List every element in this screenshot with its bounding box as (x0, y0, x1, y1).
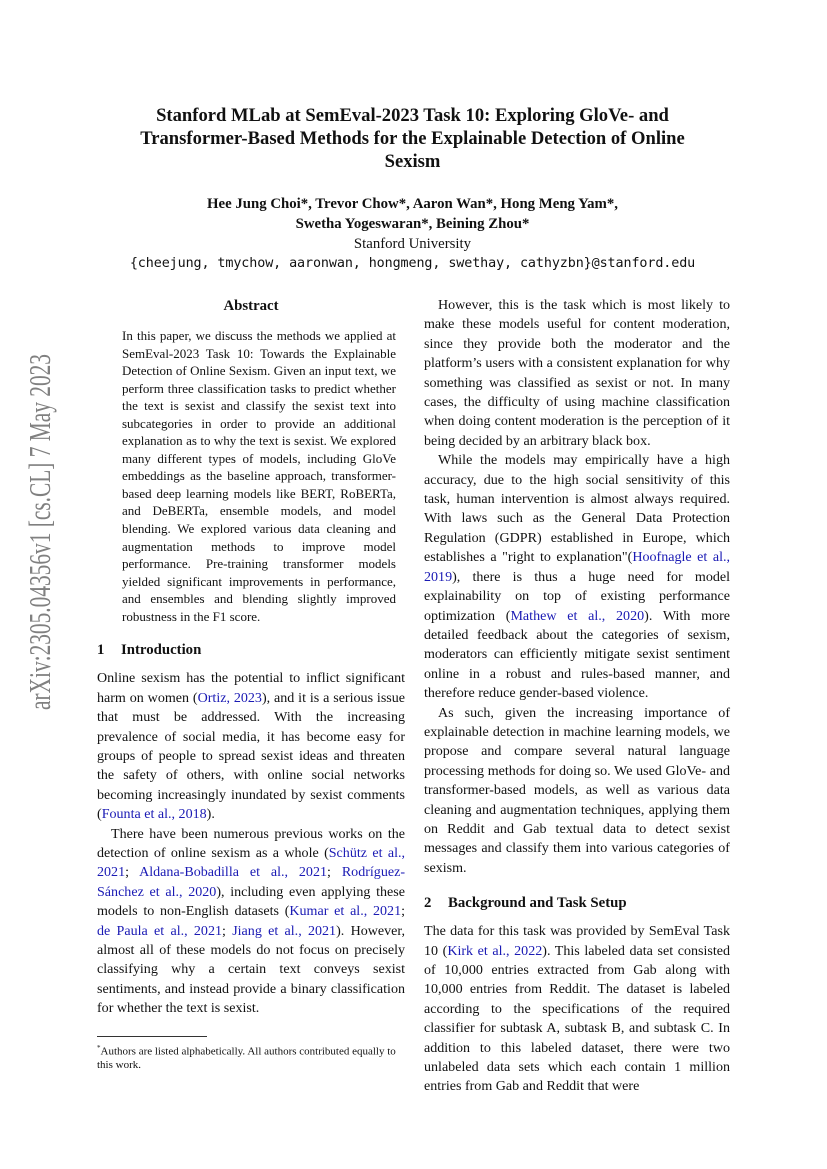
title-line: Transformer-Based Methods for the Explainable Detection of Online (140, 128, 685, 149)
section-number: 1 (97, 642, 105, 659)
left-column (97, 296, 405, 1072)
citation-link[interactable]: Jiang et al., 2021 (232, 922, 337, 939)
section-title: Introduction (121, 642, 202, 659)
arxiv-watermark (14, 352, 66, 712)
footnote-mark: * (97, 1043, 101, 1052)
footnote (97, 1037, 405, 1073)
abstract-heading: Abstract (223, 298, 279, 314)
text-run: ; (222, 922, 233, 939)
arxiv-watermark-graphic (14, 352, 66, 712)
text-run: The data for this task was provided by SemEval Task 10 ( (424, 923, 730, 959)
right-paragraph-3: As such, given the increasing importance of explainable detection in machine learning models, we propose and compare several natural language processing methods for doing so. We used GloVe- and transformer-based models, as well as various data cleaning and augmentation techniques, applying them on Reddit and Gab textual data to detect sexist messages and classify them into various categories of sexism. (424, 704, 730, 876)
text-run: ), and it is a serious issue that must be addressed. With the increasing prevalence of social media, it has become easy for groups of people to spread sexist ideas and threaten the safety of others, with online social networks becoming increasingly inundated by sexist comments ( (97, 689, 406, 823)
citation-link[interactable]: de Paula et al., 2021 (97, 922, 222, 939)
right-paragraph-1: However, this is the task which is most likely to make these models useful for content moderation, since they provide both the moderator and the platform’s users with a consistent explanation for why something was classified as sexist or not. In many cases, the difficulty of using machine classification when doing content moderation is the perception of it being decided by an arbitrary black box. (424, 297, 730, 449)
title-line: Sexism (384, 151, 441, 172)
section-number: 2 (424, 895, 432, 912)
intro-paragraph-1 (97, 669, 405, 824)
text-run: ), there is thus a huge need for model explainability on top of existing performance optimization ( (424, 568, 730, 624)
text-run: Online sexism has the potential to inflict significant harm on women ( (97, 670, 405, 706)
citation-link[interactable]: Hoofnagle et al., 2019 (424, 549, 731, 585)
author-list (90, 194, 735, 234)
intro-paragraph-2 (97, 825, 405, 1019)
author-emails: {cheejung, tmychow, aaronwan, hongmeng, swethay, cathyzbn}@stanford.edu (129, 256, 696, 271)
arxiv-watermark-text: arXiv:2305.04356v1 [cs.CL] 7 May 2023 (23, 352, 57, 710)
text-run: ; (327, 864, 342, 881)
citation-link[interactable]: Schütz et al., 2021 (97, 844, 405, 881)
text-run: While the models may empirically have a high accuracy, due to the high social sensitivity of this task, human intervention is almost always required. With laws such as the General Data Protection Regulation (GDPR) established in Europe, which establishes a "right to explanation"( (424, 452, 730, 566)
affiliation: Stanford University (353, 236, 472, 252)
paper-title (90, 104, 735, 173)
abstract-text: In this paper, we discuss the methods we applied at SemEval-2023 Task 10: Towards the Explainable Detection of Online Sexism. Given an input text, we perform three classification tasks to predict whether the text is sexist and classify the sexist text into subcategories in order to provide an additional explanation as to why the text is sexist. We explored many different types of models, including GloVe embeddings as the baseline approach, transformer-based deep learning models like BERT, RoBERTa, and DeBERTa, ensemble models, and model blending. We explored various data cleaning and augmentation methods to improve model performance. Pre-training transformer models yielded significant improvements in performance, and ensembles and blending slightly improved robustness in the F1 score. (122, 328, 396, 624)
section-heading-introduction (97, 640, 405, 660)
section-heading-background (424, 893, 730, 913)
text-run: ). However, almost all of these models do not focus on precisely classifying why a certain text conveys sexist sentiments, and instead provide a binary classification for whether the text is sexist. (97, 922, 405, 1017)
text-run: ; (125, 864, 140, 881)
right-column (424, 296, 730, 1097)
paper-header (90, 104, 735, 274)
background-paragraph-1 (424, 922, 730, 1097)
right-paragraph-2 (424, 451, 730, 703)
text-run: ; (401, 903, 405, 920)
citation-link[interactable]: Ortiz, 2023 (197, 689, 262, 706)
text-run: ), including even applying these models to non-English datasets ( (97, 883, 405, 920)
title-line: Stanford MLab at SemEval-2023 Task 10: Exploring GloVe- and (156, 105, 669, 126)
citation-link[interactable]: Kirk et al., 2022 (447, 942, 543, 959)
author-line: Swetha Yogeswaran*, Beining Zhou* (295, 216, 530, 232)
text-run: There have been numerous previous works on the detection of online sexism as a whole ( (97, 825, 405, 861)
citation-link[interactable]: Founta et al., 2018 (101, 806, 207, 823)
citation-link[interactable]: Kumar et al., 2021 (289, 903, 402, 920)
footnote-text: Authors are listed alphabetically. All authors contributed equally to this work. (97, 1045, 396, 1072)
section-title: Background and Task Setup (448, 895, 627, 912)
text-run: ). With more detailed feedback about the categories of sexism, moderators can efficiently mitigate sexist sentiment online in a robust and rules-based manner, and therefore reduce gender-based violence. (424, 607, 730, 702)
citation-link[interactable]: Aldana-Bobadilla et al., 2021 (139, 864, 328, 881)
citation-link[interactable]: Rodríguez-Sánchez et al., 2020 (97, 864, 406, 900)
text-run: ). This labeled data set consisted of 10,000 entries extracted from Gab along with 10,000 entries from Reddit. The dataset is labeled according to the specifications of the required classifier for subtask A, subtask B, and subtask C. In addition to this labeled dataset, there were two unlabeled data sets which each contain 1 million entries from Gab and Reddit that were (424, 942, 730, 1095)
author-line: Hee Jung Choi*, Trevor Chow*, Aaron Wan*, Hong Meng Yam*, (207, 196, 618, 212)
citation-link[interactable]: Mathew et al., 2020 (510, 607, 645, 624)
text-run: ). (206, 806, 215, 823)
